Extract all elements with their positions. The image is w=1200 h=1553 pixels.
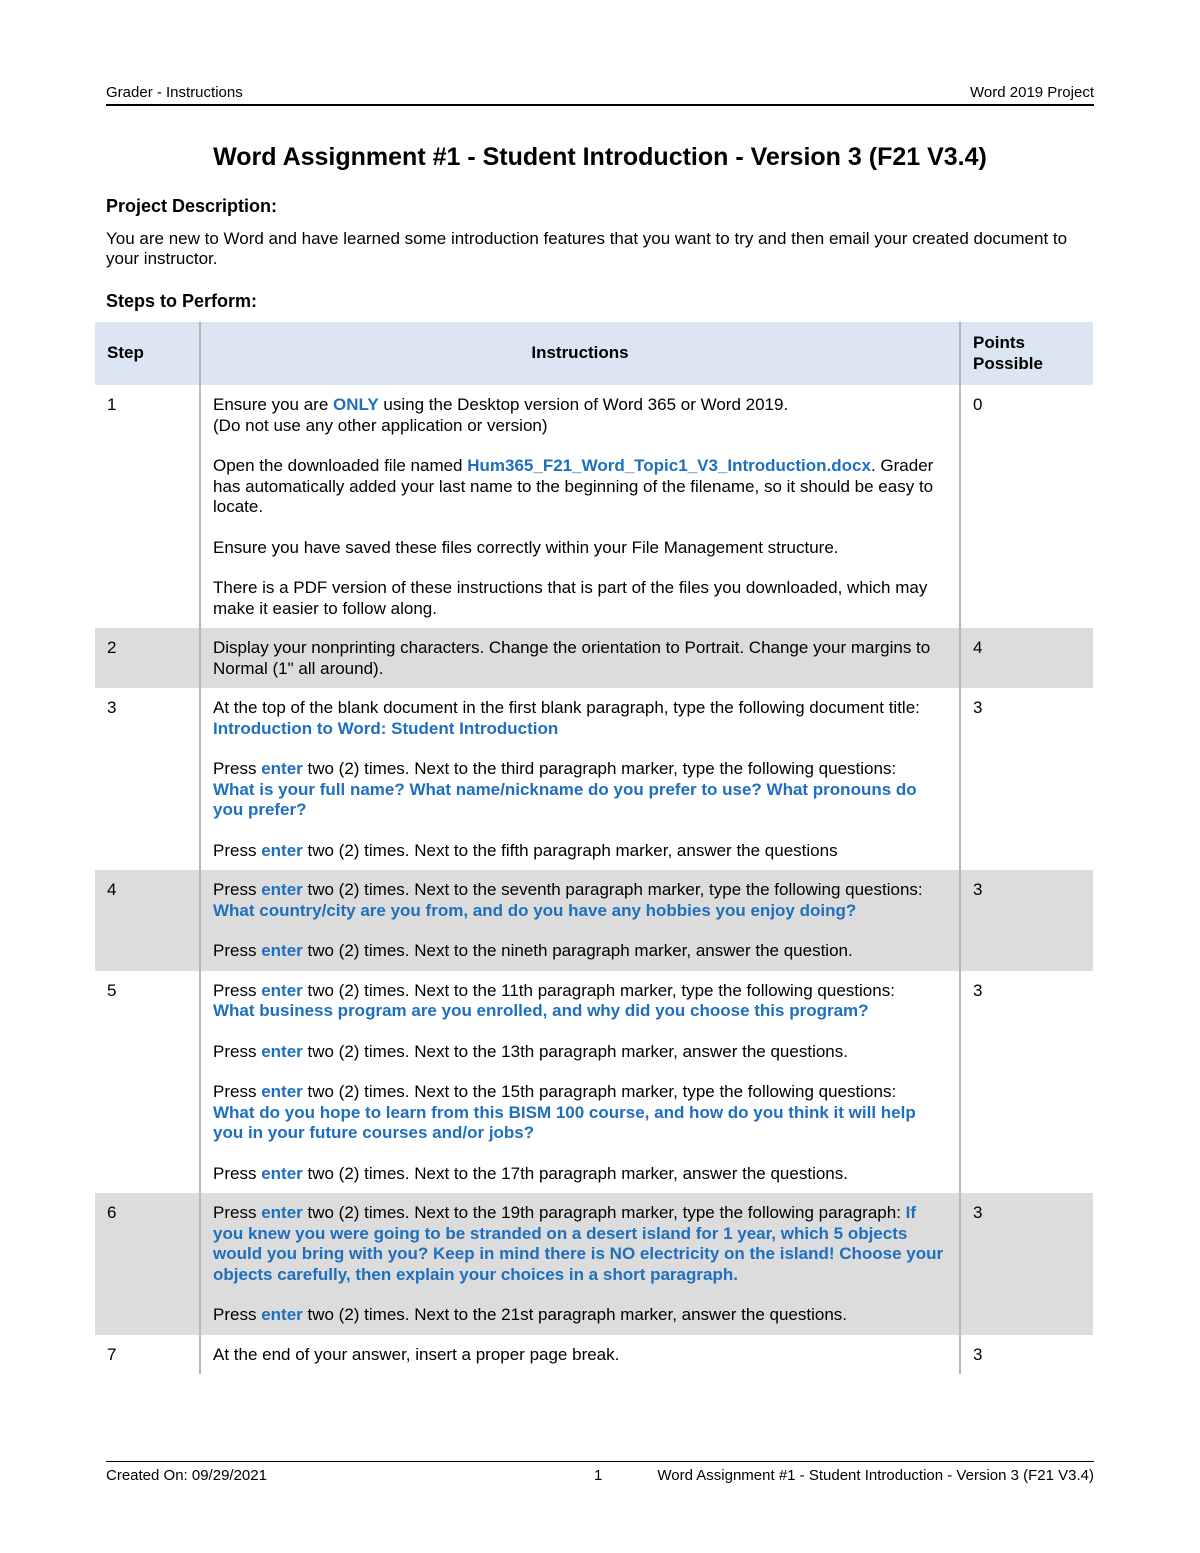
project-description-text: You are new to Word and have learned some introduction features that you want to try and then email your created document to your instructor. [106,229,1068,268]
points-possible: 3 [960,870,1093,971]
instruction-text: Press [213,1203,262,1222]
highlighted-text: What is your full name? What name/nickname do you prefer to use? What pronouns do you prefer? [213,779,917,819]
page-footer [106,1461,1094,1484]
step-number: 3 [107,698,117,717]
points-possible: 3 [960,1193,1093,1335]
instruction-paragraph [213,941,947,962]
steps-table-body [95,385,1093,1374]
highlighted-text: enter [261,1041,303,1061]
instruction-paragraph [213,1203,947,1285]
instruction-text: two (2) times. Next to the seventh paragraph marker, type the following questions: [302,880,923,899]
instruction-text: two (2) times. Next to the 17th paragraph marker, answer the questions. [302,1163,848,1183]
instruction-text: two (2) times. Next to the 11th paragraph marker, type the following questions: [302,980,895,1000]
step-instructions [200,688,960,870]
instruction-text: Ensure you are [213,395,334,414]
step-instructions [200,870,960,971]
highlighted-text: enter [261,840,303,860]
step-number: 6 [95,1193,200,1335]
instruction-text: two (2) times. Next to the 21st paragraph marker, answer the questions. [302,1305,848,1324]
instruction-text: (Do not use any other application or version) [213,415,548,435]
instruction-paragraph [213,880,947,921]
header-left: Grader - Instructions [106,84,243,101]
instruction-paragraph [213,1082,947,1144]
step-number: 5 [107,980,117,1000]
instruction-text: Press [213,759,262,778]
instruction-text: two (2) times. Next to the 13th paragraph marker, answer the questions. [302,1041,848,1061]
highlighted-text: enter [261,980,303,1000]
table-row [95,971,1093,1194]
table-header-row [95,322,1093,385]
points-possible: 3 [973,1344,983,1364]
step-instructions [200,628,960,688]
instruction-paragraph [213,759,947,821]
points-possible: 4 [960,628,1093,688]
instruction-text: Press [213,1041,262,1061]
instruction-text: There is a PDF version of these instructions that is part of the files you downloaded, which may make it easier to follow along. [213,578,928,618]
footer-page-number: 1 [594,1467,603,1484]
instruction-paragraph [213,1305,947,1326]
highlighted-text: enter [261,1305,303,1324]
step-number: 4 [95,870,200,971]
instruction-paragraph [213,1042,947,1063]
instruction-text: using the Desktop version of Word 365 or Word 2019. [378,395,789,414]
instruction-text: Press [213,1305,262,1324]
highlighted-text: ONLY [333,395,379,414]
step-instructions [200,1193,960,1335]
header-instructions: Instructions [200,322,960,385]
table-row [95,1335,1093,1375]
table-row [95,1193,1093,1335]
instruction-text: Press [213,880,262,899]
step-instructions [200,971,960,1194]
highlighted-text: enter [261,880,303,899]
highlighted-text: enter [261,759,303,778]
highlighted-text: enter [261,941,303,960]
instruction-text: two (2) times. Next to the nineth paragraph marker, answer the question. [302,941,853,960]
step-number: 2 [95,628,200,688]
steps-table [95,322,1093,1374]
instruction-paragraph [213,1345,947,1366]
instruction-text: At the end of your answer, insert a proper page break. [213,1344,620,1364]
highlighted-text: What country/city are you from, and do you have any hobbies you enjoy doing? [213,900,857,920]
instruction-text: Open the downloaded file named [213,456,468,475]
header-right: Word 2019 Project [970,84,1094,101]
instruction-paragraph [213,638,947,679]
step-instructions [200,385,960,628]
step-instructions [200,1335,960,1375]
table-row [95,628,1093,688]
instruction-text: two (2) times. Next to the fifth paragraph marker, answer the questions [302,840,838,860]
instruction-text: Press [213,1163,262,1183]
footer-created-on: Created On: 09/29/2021 [106,1467,267,1484]
instruction-text: Display your nonprinting characters. Change the orientation to Portrait. Change your margins to Normal (1" all around). [213,638,931,678]
instruction-text: two (2) times. Next to the 19th paragraph marker, type the following paragraph: [302,1203,906,1222]
highlighted-text: What do you hope to learn from this BISM 100 course, and how do you think it will help you in your future courses and/or jobs? [213,1102,916,1142]
instruction-text: . Grader has automatically added your last name to the beginning of the filename, so it should be easy to locate. [213,456,934,516]
header-step: Step [95,322,200,385]
instruction-text: At the top of the blank document in the first blank paragraph, type the following document title: [213,698,920,717]
highlighted-text: enter [261,1163,303,1183]
instruction-paragraph [213,981,947,1022]
instruction-paragraph [213,578,947,619]
instruction-paragraph [213,538,947,559]
table-row [95,385,1093,628]
instruction-text: Press [213,941,262,960]
instruction-text: two (2) times. Next to the third paragraph marker, type the following questions: [302,759,897,778]
instruction-paragraph [213,1164,947,1185]
points-possible: 3 [973,698,983,717]
instruction-text: two (2) times. Next to the 15th paragraph marker, type the following questions: [302,1082,897,1101]
project-description-heading: Project Description: [106,196,278,216]
instruction-paragraph [213,841,947,862]
step-number: 7 [107,1344,117,1364]
steps-heading: Steps to Perform: [106,291,258,311]
highlighted-text: Introduction to Word: Student Introduction [213,718,559,738]
highlighted-text: enter [261,1082,303,1101]
step-number: 1 [107,395,117,414]
highlighted-text: Hum365_F21_Word_Topic1_V3_Introduction.docx [467,456,871,475]
document-title: Word Assignment #1 - Student Introduction - Version 3 (F21 V3.4) [213,143,987,171]
instruction-paragraph [213,395,947,436]
header-points: Points Possible [960,322,1093,385]
table-row [95,870,1093,971]
highlighted-text: What business program are you enrolled, and why did you choose this program? [213,1001,869,1020]
instruction-text: Press [213,840,262,860]
footer-right: Word Assignment #1 - Student Introduction - Version 3 (F21 V3.4) [657,1467,1094,1484]
instruction-paragraph [213,698,947,739]
highlighted-text: enter [261,1203,303,1222]
instruction-text: Ensure you have saved these files correctly within your File Management structure. [213,537,839,557]
points-possible: 0 [973,395,983,414]
instruction-text: Press [213,1082,262,1101]
instruction-text: Press [213,980,262,1000]
highlighted-text: If you knew you were going to be stranded on a desert island for 1 year, which 5 objects would you bring with you? Keep in mind there is NO electricity on the island! Choose your objects carefully, then explain your choices in a short paragraph. [213,1203,944,1284]
instruction-paragraph [213,456,947,518]
table-row [95,688,1093,870]
points-possible: 3 [973,980,983,1000]
page-header [106,82,1094,106]
